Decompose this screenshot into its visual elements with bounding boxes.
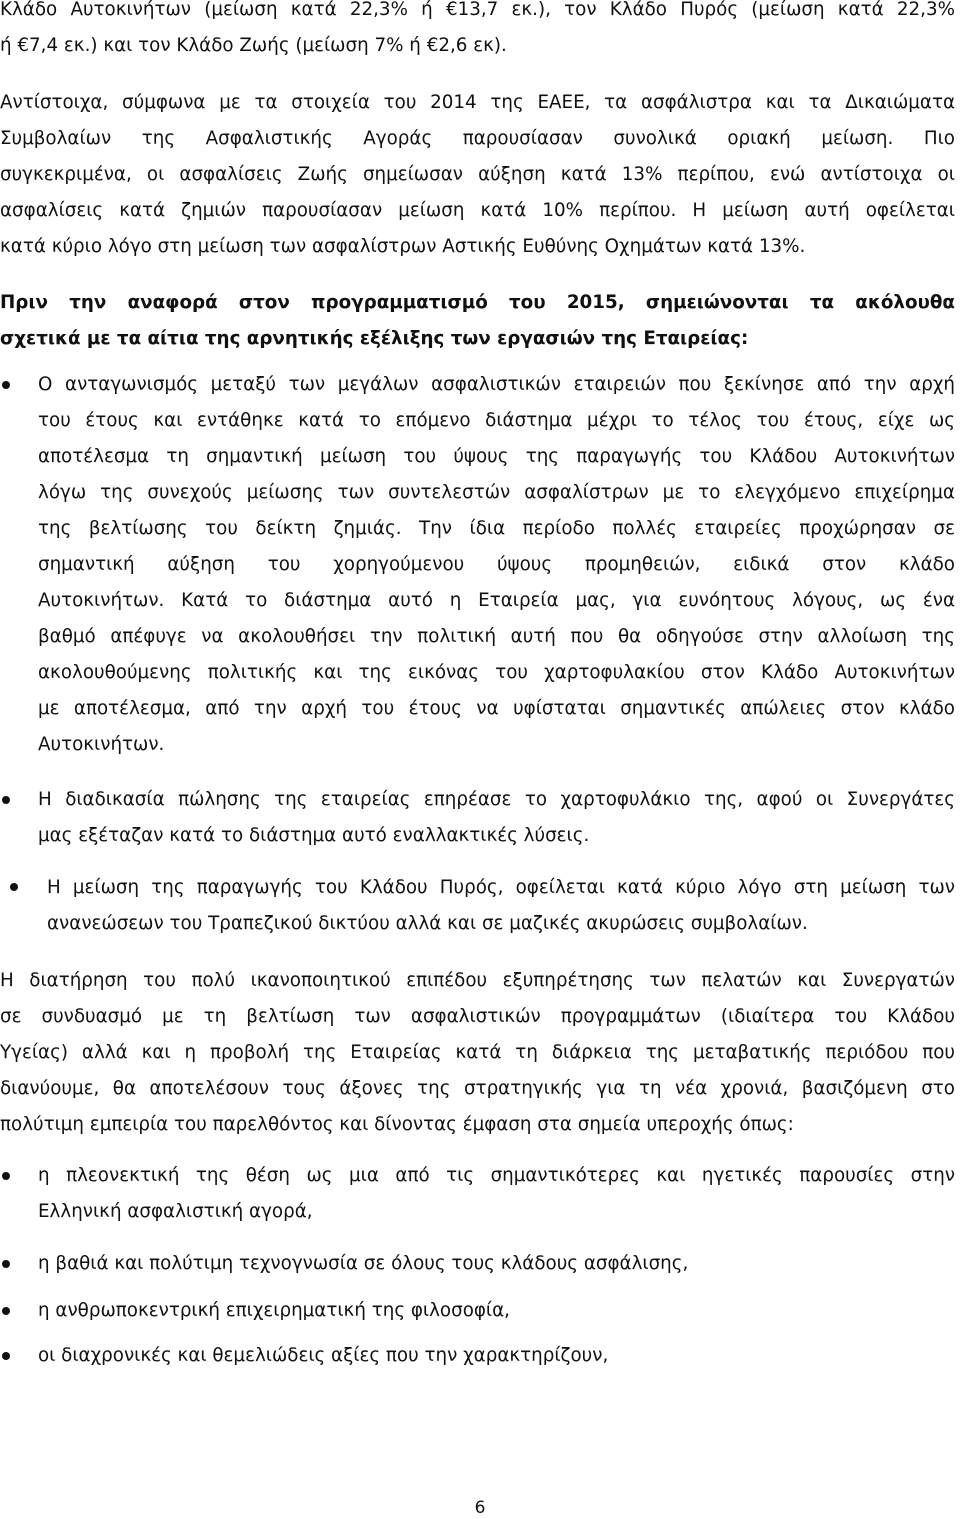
paragraph-line: ή €7,4 εκ.) και τον Κλάδο Ζωής (μείωση 7% ή €2,6 εκ).	[0, 35, 507, 56]
list-item-line: ανανεώσεων του Τραπεζικού δικτύου αλλά και σε μαζικές ακυρώσεις συμβολαίων.	[47, 913, 808, 934]
list-item-line: ακολουθούμενης πολιτικής και της εικόνας του χαρτοφυλακίου στον Κλάδο Αυτοκινήτων	[38, 662, 955, 683]
paragraph-line: Αντίστοιχα, σύμφωνα με τα στοιχεία του 2014 της ΕΑΕΕ, τα ασφάλιστρα και τα Δικαιώματα	[0, 92, 955, 113]
bullet-icon	[2, 796, 10, 804]
list-item-line: Ο ανταγωνισμός μεταξύ των μεγάλων ασφαλιστικών εταιρειών που ξεκίνησε από την αρχή	[38, 374, 955, 395]
list-item-line: αποτέλεσμα τη σημαντική μείωση του ύψους της παραγωγής του Κλάδου Αυτοκινήτων	[38, 446, 955, 467]
list-item-line: Αυτοκινήτων.	[38, 734, 165, 755]
bullet-icon	[2, 1352, 10, 1360]
bullet-icon	[2, 1260, 10, 1268]
bullet-icon	[10, 883, 18, 891]
list-item-line: η βαθιά και πολύτιμη τεχνογνωσία σε όλους τους κλάδους ασφάλισης,	[38, 1253, 689, 1274]
list-item-line: Αυτοκινήτων. Κατά το διάστημα αυτό η Εταιρεία μας, για ευνόητους λόγους, ως ένα	[38, 590, 955, 611]
list-item-line: σημαντική αύξηση του χορηγούμενου ύψους προμηθειών, ειδικά στον κλάδο	[38, 554, 955, 575]
heading-line: Πριν την αναφορά στον προγραμματισμό του 2015, σημειώνονται τα ακόλουθα	[0, 292, 955, 313]
list-item-line: του έτους και εντάθηκε κατά το επόμενο διάστημα μέχρι το τέλος του έτους, είχε ως	[38, 410, 955, 431]
paragraph-line: διανύουμε, θα αποτελέσουν τους άξονες της στρατηγικής για τη νέα χρονιά, βασιζόμενη στο	[0, 1078, 955, 1099]
paragraph-line: πολύτιμη εμπειρία του παρελθόντος και δίνοντας έμφαση στα σημεία υπεροχής όπως:	[0, 1114, 794, 1135]
bullet-icon	[2, 1172, 10, 1180]
paragraph-line: Συμβολαίων της Ασφαλιστικής Αγοράς παρουσίασαν συνολικά οριακή μείωση. Πιο	[0, 128, 955, 149]
list-item-line: Ελληνική ασφαλιστική αγορά,	[38, 1201, 313, 1222]
paragraph-line: Κλάδο Αυτοκινήτων (μείωση κατά 22,3% ή €13,7 εκ.), τον Κλάδο Πυρός (μείωση κατά 22,3%	[0, 0, 955, 20]
page-number: 6	[474, 1498, 486, 1518]
paragraph-line: Η διατήρηση του πολύ ικανοποιητικού επιπέδου εξυπηρέτησης των πελατών και Συνεργατών	[0, 970, 955, 991]
list-item-line: η ανθρωποκεντρική επιχειρηματική της φιλοσοφία,	[38, 1300, 510, 1321]
paragraph-line: ασφαλίσεις κατά ζημιών παρουσίασαν μείωση κατά 10% περίπου. Η μείωση αυτή οφείλεται	[0, 200, 955, 221]
bullet-icon	[2, 1307, 10, 1315]
list-item-line: Η διαδικασία πώλησης της εταιρείας επηρέασε το χαρτοφυλάκιο της, αφού οι Συνεργάτες	[38, 789, 955, 810]
list-item-line: η πλεονεκτική της θέση ως μια από τις σημαντικότερες και ηγετικές παρουσίες στην	[38, 1165, 955, 1186]
list-item-line: μας εξέταζαν κατά το διάστημα αυτό εναλλακτικές λύσεις.	[38, 825, 590, 846]
list-item-line: οι διαχρονικές και θεμελιώδεις αξίες που την χαρακτηρίζουν,	[38, 1345, 609, 1366]
list-item-line: λόγω της συνεχούς μείωσης των συντελεστών ασφαλίστρων με το ελεγχόμενο επιχείρημα	[38, 482, 955, 503]
list-item-line: βαθμό απέφυγε να ακολουθήσει την πολιτική αυτή που θα οδηγούσε στην αλλοίωση της	[38, 626, 955, 647]
paragraph-line: Υγείας) αλλά και η προβολή της Εταιρείας κατά τη διάρκεια της μεταβατικής περιόδου που	[0, 1042, 955, 1063]
bullet-icon	[2, 381, 10, 389]
list-item-line: Η μείωση της παραγωγής του Κλάδου Πυρός, οφείλεται κατά κύριο λόγο στη μείωση των	[47, 877, 955, 898]
list-item-line: της βελτίωσης του δείκτη ζημιάς. Την ίδια περίοδο πολλές εταιρείες προχώρησαν σε	[38, 518, 955, 539]
paragraph-line: σε συνδυασμό με τη βελτίωση των ασφαλιστικών προγραμμάτων (ιδιαίτερα του Κλάδου	[0, 1006, 955, 1027]
paragraph-line: συγκεκριμένα, οι ασφαλίσεις Ζωής σημείωσαν αύξηση κατά 13% περίπου, ενώ αντίστοιχα οι	[0, 164, 955, 185]
list-item-line: με αποτέλεσμα, από την αρχή του έτους να υφίσταται σημαντικές απώλειες στον κλάδο	[38, 698, 955, 719]
paragraph-line: κατά κύριο λόγο στη μείωση των ασφαλίστρων Αστικής Ευθύνης Οχημάτων κατά 13%.	[0, 236, 806, 257]
heading-line: σχετικά με τα αίτια της αρνητικής εξέλιξης των εργασιών της Εταιρείας:	[0, 328, 749, 349]
